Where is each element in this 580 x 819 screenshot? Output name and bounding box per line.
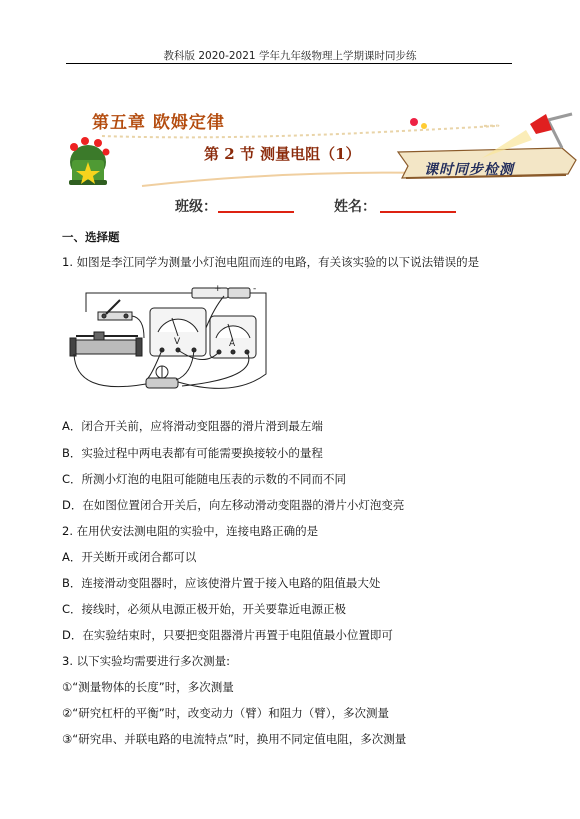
chapter-title: 第五章 欧姆定律 [92,113,225,133]
circuit-figure [64,278,276,410]
q1-option-c: C．所测小灯泡的电阻可能随电压表的示数的不同而不同 [62,472,347,486]
q3-item-3: ③“研究串、并联电路的电流特点”时，换用不同定值电阻，多次测量 [62,732,407,746]
q2-stem: 2. 在用伏安法测电阻的实验中，连接电路正确的是 [62,524,319,538]
class-field-line[interactable] [218,211,294,213]
header-rule [66,63,512,64]
q3-item-1: ①“测量物体的长度”时，多次测量 [62,680,234,694]
switch-icon [98,300,132,320]
voltmeter-icon [150,308,206,356]
q3-stem: 3. 以下实验均需要进行多次测量: [62,654,231,668]
q2-option-a: A．开关断开或闭合都可以 [62,550,197,564]
q1-stem: 1. 如图是李江同学为测量小灯泡电阻而连的电路，有关该实验的以下说法错误的是 [62,255,480,269]
ammeter-icon [210,316,256,358]
section-heading: 一、选择题 [62,230,120,244]
class-label: 班级： [175,199,217,215]
q1-option-a: A．闭合开关前，应将滑动变阻器的滑片滑到最左端 [62,419,323,433]
q1-option-b: B．实验过程中两电表都有可能需要换接较小的量程 [62,446,323,460]
ammeter-label: A [229,339,236,349]
q3-item-2: ②“研究杠杆的平衡”时，改变动力（臂）和阻力（臂），多次测量 [62,706,389,720]
banner-text: 课时同步检测 [424,162,514,178]
name-field-line[interactable] [380,211,456,213]
q2-option-b: B．连接滑动变阻器时，应该使滑片置于接入电路的阻值最大处 [62,576,381,590]
q2-option-c: C．接线时，必须从电源正极开始，开关要靠近电源正极 [62,602,347,616]
battery-plus-label: + [214,284,222,294]
q2-option-d: D．在实验结束时，只要把变阻器滑片再置于电阻值最小位置即可 [62,628,393,642]
bulb-icon [146,366,178,388]
name-label: 姓名： [334,199,376,215]
page-header: 教科版 2020-2021 学年九年级物理上学期课时同步练 [163,50,417,62]
battery-minus-label: - [253,284,257,294]
voltmeter-label: V [174,337,181,347]
section-title: 第 2 节 测量电阻（1） [204,145,361,163]
cap-icon [69,137,110,185]
q1-option-d: D．在如图位置闭合开关后，向左移动滑动变阻器的滑片小灯泡变亮 [62,498,405,512]
rheostat-icon [70,332,142,356]
